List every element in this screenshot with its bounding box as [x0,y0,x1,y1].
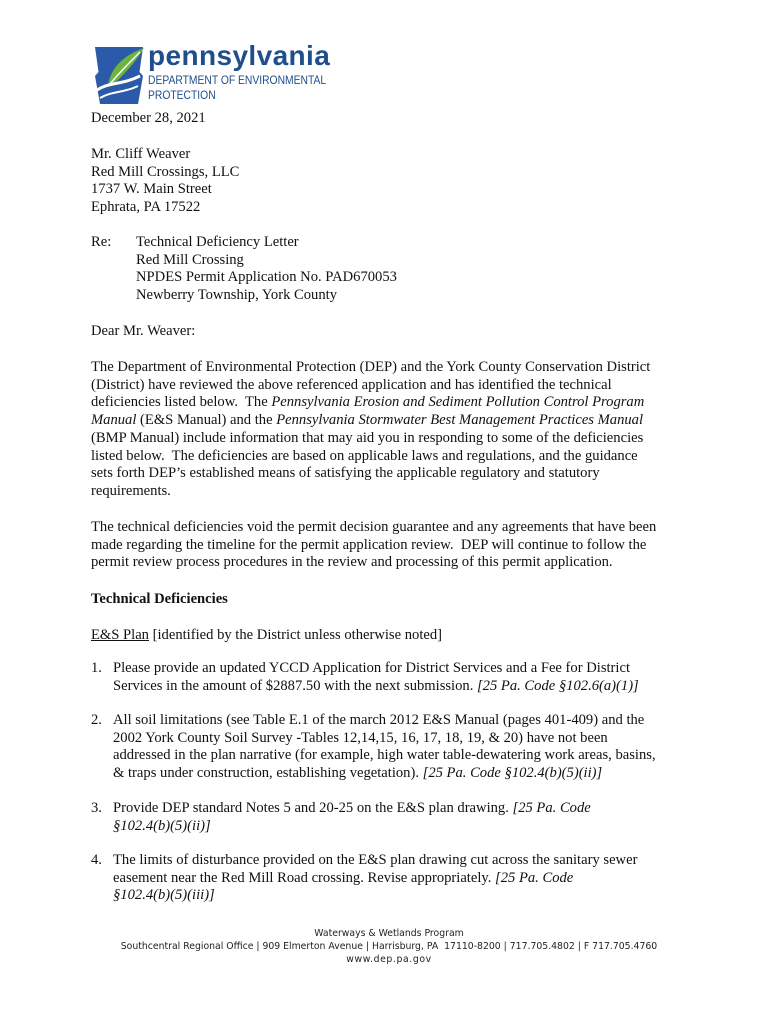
text-line [91,537,656,555]
deficiency-item [91,852,637,905]
text-segment: listed below. The deficiencies are based on applicable laws and regulations, and the guidance [91,447,638,464]
subject-lines [136,234,397,305]
text-segment: The technical deficiencies void the permit decision guarantee and any agreements that have been [91,519,657,535]
text-segment: & traps under construction, establishing vegetation). [113,765,423,782]
text-line [113,765,656,783]
item-number: 2. [91,712,102,728]
text-line [113,870,637,888]
text-segment: (E&S Manual) and the [136,412,277,429]
text-segment: The Department of Environmental Protection (DEP) and the York County Conservation District [91,359,651,375]
item-number: 4. [91,852,102,868]
text-line [113,800,591,818]
italic-text: [25 Pa. Code [512,800,591,816]
text-line [113,852,637,870]
text-segment: deficiencies listed below. The [91,394,272,411]
italic-text: [25 Pa. Code §102.6(a)(1)] [477,677,639,694]
text-line [113,678,639,696]
italic-text: §102.4(b)(5)(ii)] [113,817,211,834]
section-heading: Technical Deficiencies [91,591,228,607]
text-line [91,448,650,466]
subject-line: NPDES Permit Application No. PAD670053 [136,269,397,286]
text-line [91,627,442,645]
text-line [113,660,639,678]
text-line [113,818,591,836]
paragraph-intro [91,359,650,501]
italic-text: Pennsylvania Erosion and Sediment Pollution Control Program [271,394,645,411]
text-segment: All soil limitations (see Table E.1 of the march 2012 E&S Manual (pages 401-409) and the [113,712,645,728]
subject-line: Red Mill Crossing [136,251,244,268]
text-segment: made regarding the timeline for the permit application review. DEP will continue to follow the [91,536,647,553]
keystone-leaf-icon [92,44,146,106]
recipient-company: Red Mill Crossings, LLC [91,163,240,180]
item-text [113,660,639,695]
recipient-address [91,146,239,217]
paragraph-guarantee [91,519,656,572]
letter-date: December 28, 2021 [91,110,206,126]
recipient-city: Ephrata, PA 17522 [91,199,201,216]
item-text [113,852,637,905]
text-segment: requirements. [91,482,171,499]
subject-block [91,234,397,305]
text-segment: Services in the amount of $2887.50 with the next submission. [113,677,477,694]
subject-line: Newberry Township, York County [136,287,337,304]
logo-department-line-1: DEPARTMENT OF ENVIRONMENTAL [148,72,327,87]
italic-text: Pennsylvania Stormwater Best Management Practices Manual [276,412,644,429]
recipient-name: Mr. Cliff Weaver [91,146,191,162]
text-line [91,377,650,395]
item-text [113,712,656,783]
italic-text: §102.4(b)(5)(iii)] [113,887,215,904]
underlined-text: E&S Plan [91,627,149,643]
text-segment: sets forth DEP’s established means of satisfying the applicable regulatory and statutory [91,465,600,482]
text-segment: (District) have reviewed the above referenced application and has identified the technical [91,376,612,393]
deficiency-item [91,800,591,835]
text-line [91,430,650,448]
text-segment: permit review process procedures in the review and processing of this permit application. [91,554,613,571]
text-segment: The limits of disturbance provided on the E&S plan drawing cut across the sanitary sewer [113,852,638,868]
text-segment: easement near the Red Mill Road crossing. Revise appropriately. [113,869,496,886]
deficiency-item [91,660,639,695]
logo-wordmark: pennsylvania [148,40,331,71]
salutation: Dear Mr. Weaver: [91,323,196,339]
logo-department-line-2: PROTECTION [148,87,216,102]
text-segment: [identified by the District unless otherwise noted] [148,627,443,643]
text-line [91,483,650,501]
subject-line: Technical Deficiency Letter [136,234,299,250]
text-segment: 2002 York County Soil Survey -Tables 12,14,15, 16, 17, 18, 19, & 20) have not been [113,729,608,746]
footer-program: Waterways & Wetlands Program [314,928,464,939]
text-segment: addressed in the plan narrative (for example, high water table-dewatering work areas, basins, [113,747,656,764]
italic-text: [25 Pa. Code §102.4(b)(5)(ii)] [422,765,603,782]
text-line [113,747,656,765]
agency-logo [92,42,342,108]
text-line [91,359,650,377]
item-number: 3. [91,800,102,816]
italic-text: [25 Pa. Code [495,869,574,886]
letterhead-footer [10,927,768,966]
text-line [91,465,650,483]
deficiency-item [91,712,656,783]
text-line [113,730,656,748]
text-line [113,712,656,730]
text-segment: Please provide an updated YCCD Application for District Services and a Fee for District [113,660,631,676]
footer-website: www.dep.pa.gov [346,954,432,965]
subsection-heading [91,627,442,645]
subject-label: Re: [91,234,112,250]
text-line [91,519,656,537]
text-line [91,554,656,572]
item-number: 1. [91,660,102,676]
item-text [113,800,591,835]
footer-office-line: Southcentral Regional Office | 909 Elmerton Avenue | Harrisburg, PA 17110-8200 | 717.705.4802 | F 717.705.4760 [120,941,658,952]
text-segment: (BMP Manual) include information that may aid you in responding to some of the deficiencies [91,429,644,446]
recipient-street: 1737 W. Main Street [91,181,212,198]
text-segment: Provide DEP standard Notes 5 and 20-25 on the E&S plan drawing. [113,800,513,816]
text-line [113,887,637,905]
text-line [91,412,650,430]
italic-text: Manual [91,412,137,429]
text-line [91,394,650,412]
